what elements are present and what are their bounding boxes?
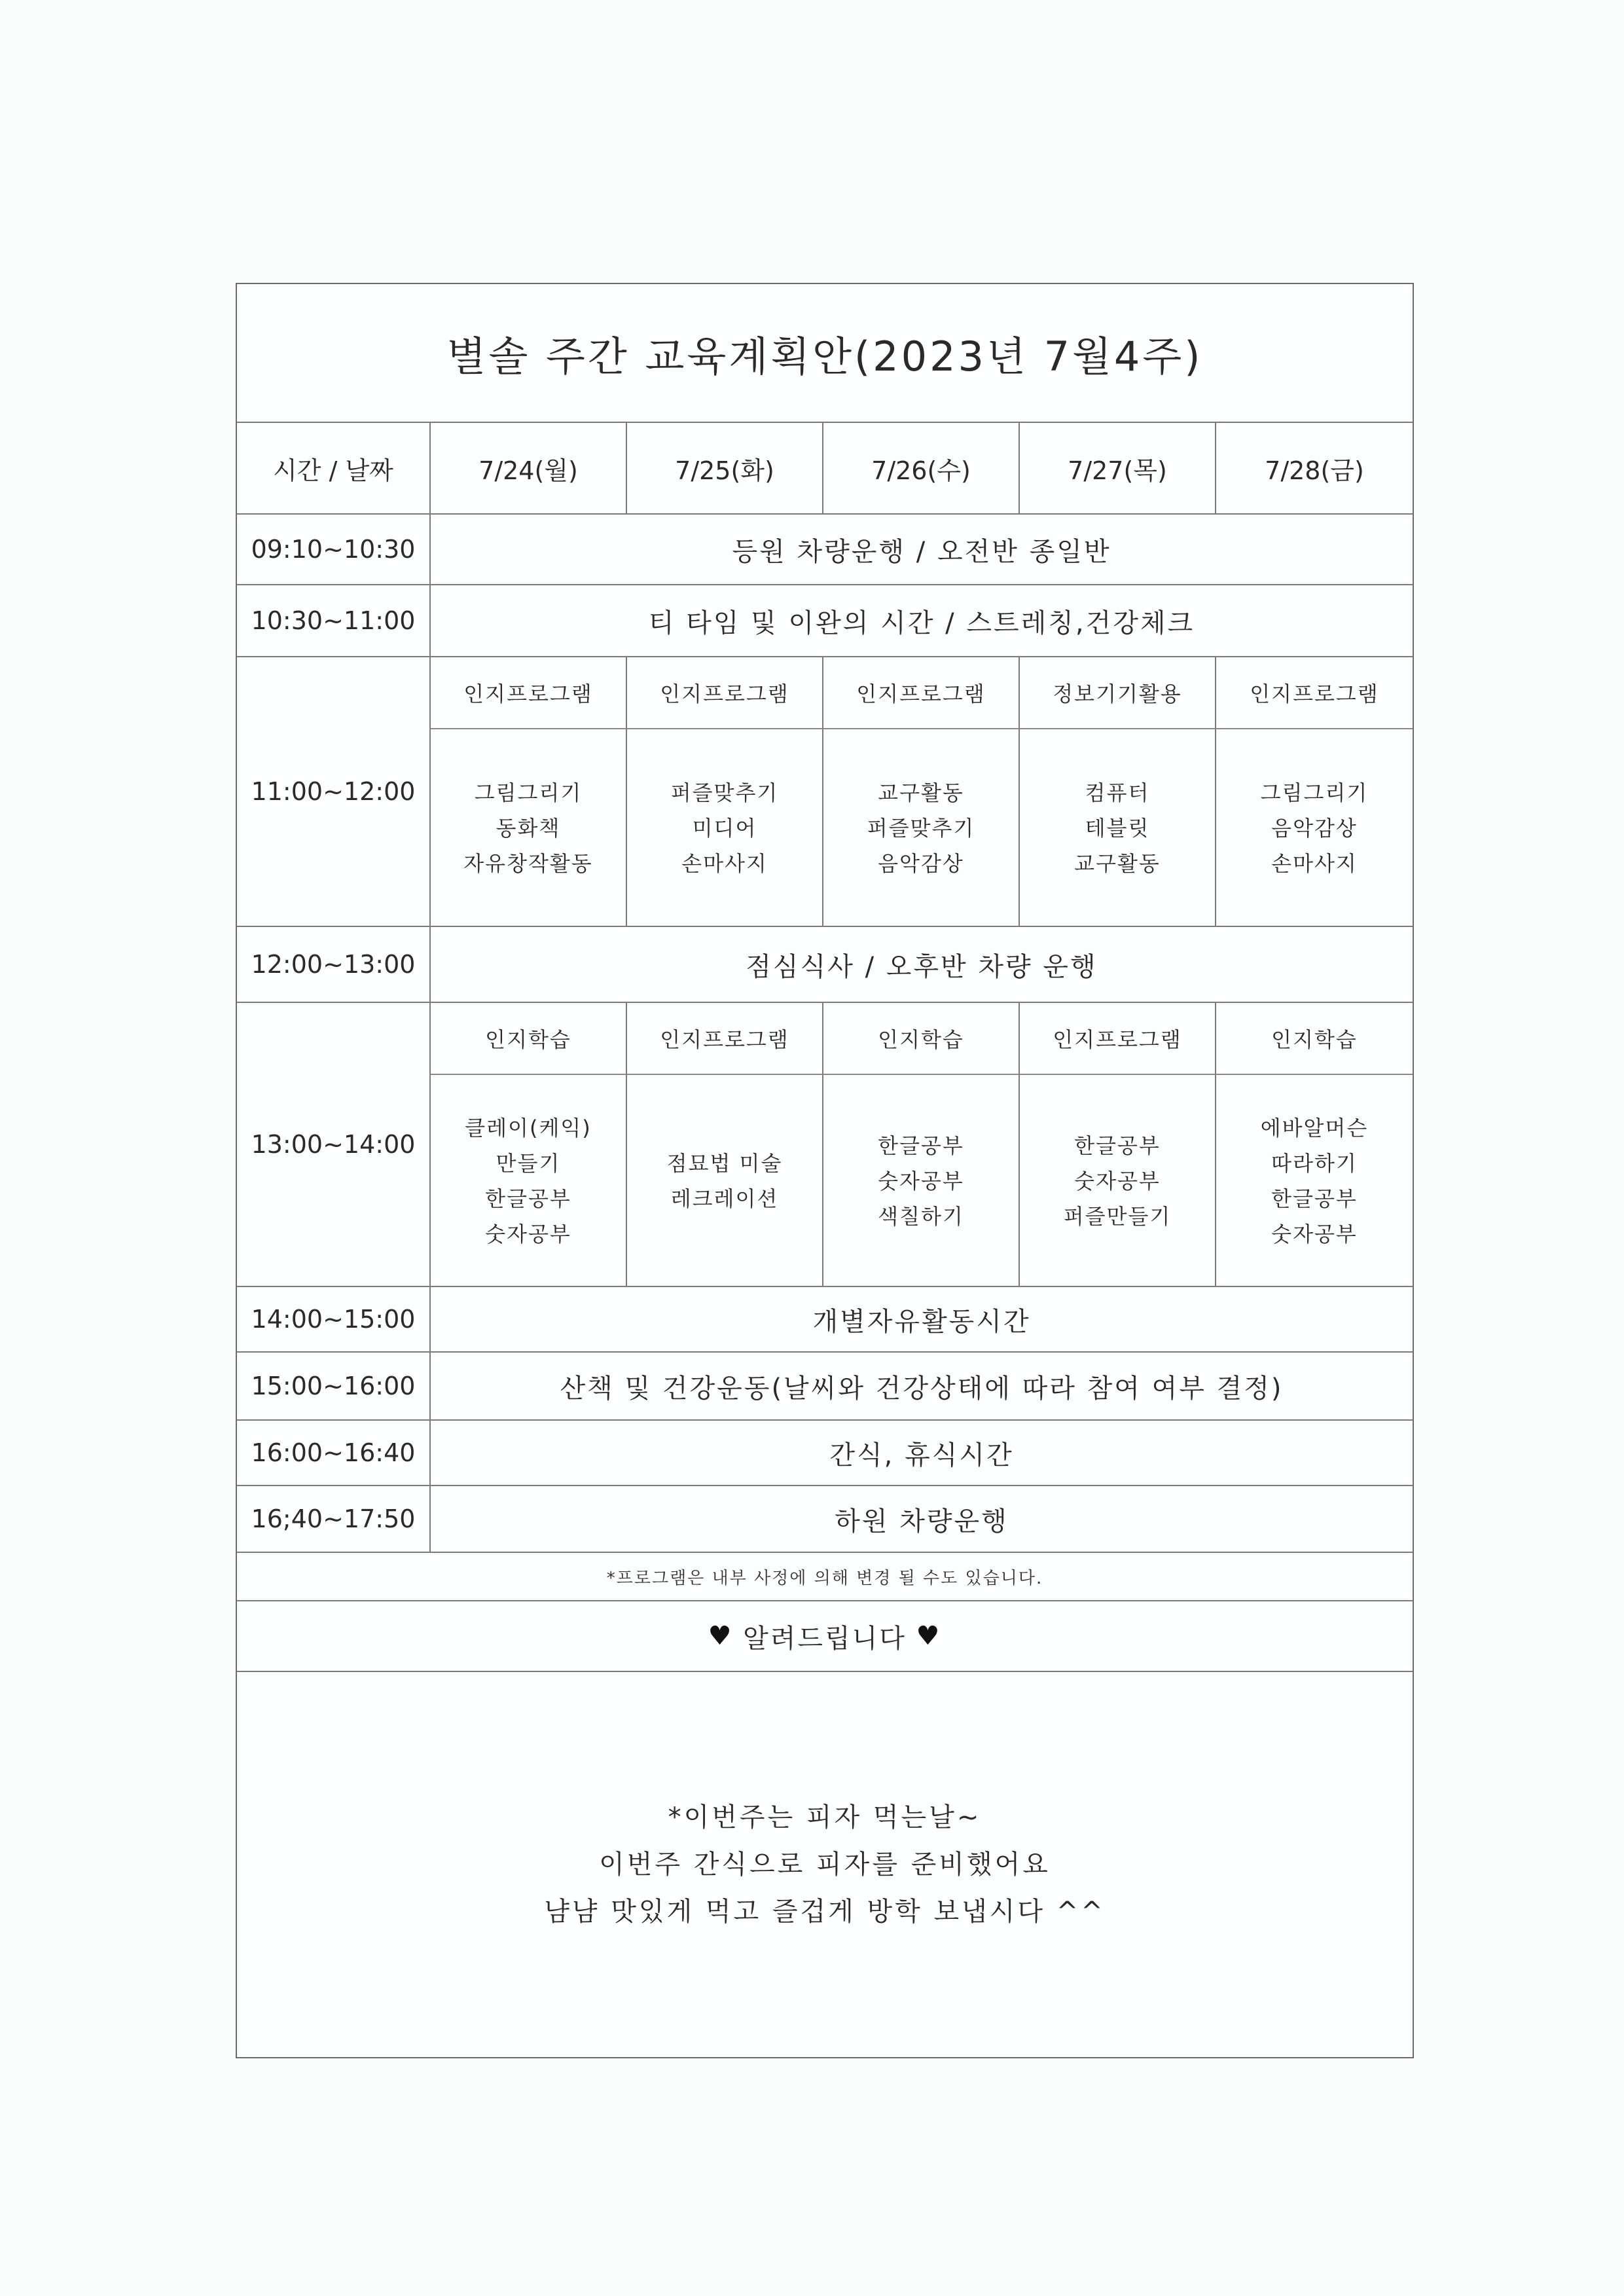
- activity-item: 따라하기: [1271, 1151, 1358, 1176]
- time-slot: 14:00~15:00: [237, 1287, 431, 1351]
- page-title: 별솔 주간 교육계획안(2023년 7월4주): [237, 284, 1413, 423]
- program-category: 인지프로그램: [1216, 657, 1413, 729]
- day-header-fri: 7/28(금): [1265, 456, 1364, 485]
- schedule-activity: 티 타임 및 이완의 시간 / 스트레칭,건강체크: [648, 608, 1195, 638]
- schedule-row: [237, 1486, 1413, 1553]
- activity-item: 점묘법 미술: [666, 1151, 783, 1176]
- activity-list: [1216, 1075, 1413, 1287]
- schedule-row: [237, 585, 1413, 657]
- activity-list: [1216, 729, 1413, 927]
- schedule-row: [237, 515, 1413, 585]
- message-line: 이번주 간식으로 피자를 준비했어요: [599, 1850, 1051, 1880]
- day-header-wed: 7/26(수): [823, 423, 1020, 513]
- day-header-mon: 7/24(월): [431, 423, 627, 513]
- time-slot: 11:00~12:00: [237, 657, 431, 926]
- program-category: 인지학습: [823, 1003, 1020, 1075]
- schedule-row: [237, 1353, 1413, 1421]
- activity-item: 음악감상: [1271, 816, 1358, 841]
- activity-item: 자유창작활동: [463, 851, 593, 876]
- activity-list: [431, 1075, 627, 1287]
- time-slot: 16:00~16:40: [237, 1421, 431, 1485]
- schedule-row: [237, 657, 1413, 927]
- schedule-activity: 등원 차량운행 / 오전반 종일반: [732, 536, 1111, 567]
- activity-item: 한글공부: [878, 1133, 964, 1158]
- schedule-row: [237, 1003, 1413, 1287]
- message-line: 냠냠 맛있게 먹고 즐겁게 방학 보냅시다 ^^: [544, 1897, 1106, 1927]
- activity-list: [627, 1075, 823, 1287]
- heart-icon: ♥: [708, 1621, 734, 1651]
- footnote: *프로그램은 내부 사정에 의해 변경 될 수도 있습니다.: [237, 1553, 1413, 1601]
- program-category: 정보기기활용: [1020, 657, 1216, 729]
- activity-item: 퍼즐맞추기: [867, 816, 975, 841]
- activity-item: 한글공부: [1271, 1186, 1358, 1211]
- activity-item: 에바알머슨: [1260, 1116, 1369, 1140]
- notice-heading-text: 알려드립니다: [743, 1623, 907, 1654]
- activity-item: 레크레이션: [670, 1186, 779, 1211]
- notice-message: [237, 1672, 1413, 2057]
- program-category: 인지학습: [1216, 1003, 1413, 1075]
- message-line: *이번주는 피자 먹는날~: [668, 1802, 982, 1832]
- activity-item: 테블릿: [1085, 816, 1150, 841]
- activity-item: 숫자공부: [1074, 1169, 1161, 1194]
- activity-item: 손마사지: [1271, 851, 1358, 876]
- schedule-activity: 개별자유활동시간: [812, 1306, 1031, 1337]
- activity-list: [1020, 1075, 1216, 1287]
- activity-list: [627, 729, 823, 927]
- program-category: 인지학습: [431, 1003, 627, 1075]
- time-slot: 16;40~17:50: [237, 1486, 431, 1552]
- heart-icon: ♥: [916, 1621, 942, 1651]
- program-category: 인지프로그램: [627, 657, 823, 729]
- notice-heading: [237, 1601, 1413, 1672]
- activity-item: 컴퓨터: [1085, 780, 1150, 805]
- activity-item: 음악감상: [878, 851, 964, 876]
- activity-item: 교구활동: [1074, 851, 1161, 876]
- activity-item: 퍼즐만들기: [1063, 1204, 1172, 1229]
- activity-list: [431, 729, 627, 927]
- schedule-row: [237, 1287, 1413, 1353]
- day-header-tue: 7/25(화): [627, 423, 823, 513]
- activity-item: 손마사지: [681, 851, 768, 876]
- activity-list: [1020, 729, 1216, 927]
- weekly-plan-table: [236, 283, 1414, 2058]
- activity-item: 미디어: [692, 816, 757, 841]
- activity-item: 그림그리기: [1260, 780, 1369, 805]
- schedule-activity: 산책 및 건강운동(날씨와 건강상태에 따라 참여 여부 결정): [560, 1373, 1284, 1404]
- schedule-row: [237, 1421, 1413, 1486]
- time-slot: 12:00~13:00: [237, 927, 431, 1002]
- schedule-activity: 점심식사 / 오후반 차량 운행: [746, 951, 1098, 982]
- activity-list: [823, 729, 1020, 927]
- activity-item: 만들기: [496, 1151, 561, 1176]
- activity-item: 한글공부: [485, 1186, 571, 1211]
- program-category: 인지프로그램: [627, 1003, 823, 1075]
- time-slot: 10:30~11:00: [237, 585, 431, 656]
- activity-item: 한글공부: [1074, 1133, 1161, 1158]
- program-category: 인지프로그램: [823, 657, 1020, 729]
- activity-list: [823, 1075, 1020, 1287]
- time-slot: 09:10~10:30: [237, 515, 431, 584]
- activity-item: 숫자공부: [878, 1169, 964, 1194]
- activity-item: 숫자공부: [485, 1222, 571, 1247]
- schedule-activity: 간식, 휴식시간: [829, 1440, 1014, 1470]
- schedule-row: [237, 927, 1413, 1003]
- schedule-activity: 하원 차량운행: [835, 1506, 1009, 1537]
- header-row: [237, 423, 1413, 515]
- day-header-thu: 7/27(목): [1020, 423, 1216, 513]
- program-category: 인지프로그램: [1020, 1003, 1216, 1075]
- activity-item: 그림그리기: [474, 780, 583, 805]
- activity-item: 숫자공부: [1271, 1222, 1358, 1247]
- time-slot: 13:00~14:00: [237, 1003, 431, 1286]
- activity-item: 클레이(케익): [465, 1116, 592, 1140]
- activity-item: 교구활동: [878, 780, 964, 805]
- time-column-header: 시간 / 날짜: [237, 423, 431, 513]
- time-slot: 15:00~16:00: [237, 1353, 431, 1419]
- activity-item: 퍼즐맞추기: [670, 780, 779, 805]
- activity-item: 색칠하기: [878, 1204, 964, 1229]
- program-category: 인지프로그램: [431, 657, 627, 729]
- activity-item: 동화책: [496, 816, 561, 841]
